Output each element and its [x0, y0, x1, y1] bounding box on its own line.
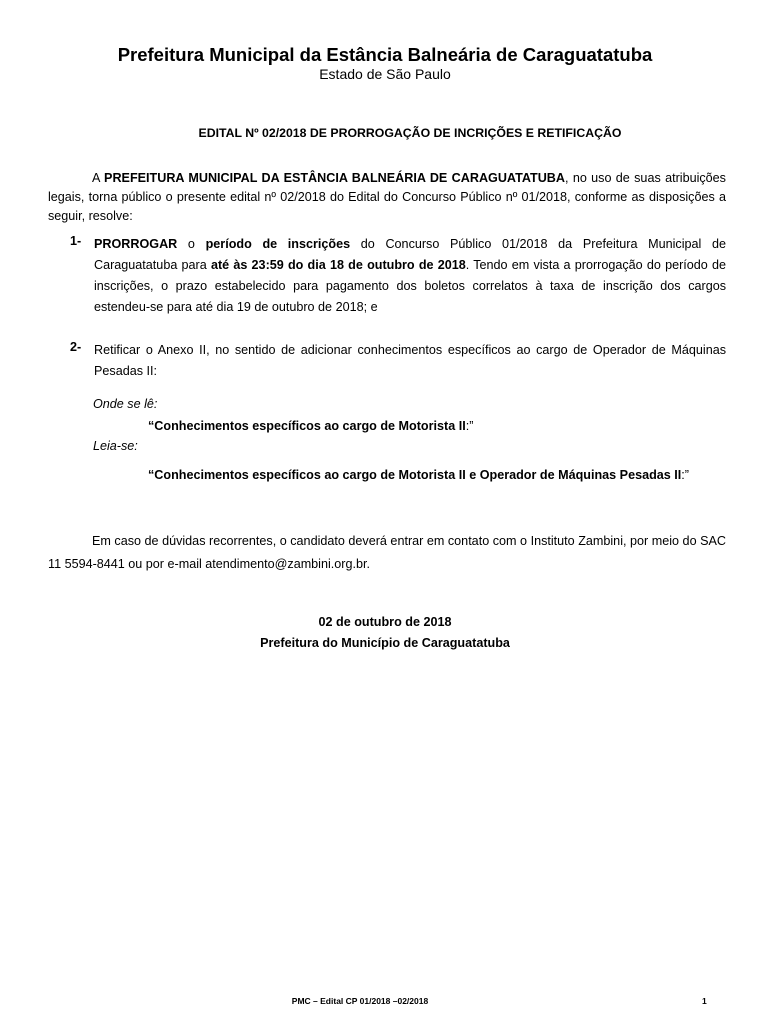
header-subtitle: Estado de São Paulo [319, 66, 451, 82]
item-1-verb: PRORROGAR [94, 237, 178, 251]
signature-office: Prefeitura do Município de Caraguatatuba [260, 636, 510, 650]
onde-quote-end: :” [465, 419, 474, 433]
intro-text: , no uso de suas atribuições legais, torna público o presente edital nº 02/2018 do Edital do Concurso Público nº 01/2018, conforme as disposições a seguir, resolve: [48, 171, 726, 223]
item-1-period: período de inscrições [205, 237, 351, 251]
item-1-number: 1- [70, 234, 82, 248]
document-heading: EDITAL Nº 02/2018 DE PRORROGAÇÃO DE INCRIÇÕES E RETIFICAÇÃO [198, 126, 622, 140]
signature-date: 02 de outubro de 2018 [318, 615, 452, 629]
onde-quote-text: “Conhecimentos específicos ao cargo de Motorista II [148, 419, 466, 433]
leia-quote-text: “Conhecimentos específicos ao cargo de Motorista II e Operador de Máquinas Pesadas II [148, 468, 682, 482]
leia-quote [148, 468, 689, 482]
item-2-number: 2- [70, 340, 82, 354]
closing-text: Em caso de dúvidas recorrentes, o candidato deverá entrar em contato com o Instituto Zambini, por meio do SAC 11 5594-8441 ou por e-mail atendimento@zambini.org.br. [48, 534, 726, 571]
item-1-text-a: o [177, 237, 206, 251]
onde-se-le-label: Onde se lê: [93, 397, 158, 411]
leia-quote-end: :” [681, 468, 689, 482]
onde-quote [148, 419, 473, 433]
item-1-body [94, 234, 726, 318]
item-1-text-c: . Tendo em vista a prorrogação do período de inscrições, o prazo estabelecido para pagamento dos boletos correlatos à taxa de inscrição dos cargos estendeu-se para até dia 19 de outubro de 2018; e [94, 258, 726, 314]
header-title: Prefeitura Municipal da Estância Balneária de Caraguatatuba [117, 44, 653, 65]
footer-reference: PMC – Edital CP 01/2018 –02/2018 [291, 996, 429, 1006]
page-number: 1 [702, 996, 707, 1006]
intro-paragraph [48, 169, 726, 226]
leia-se-label: Leia-se: [93, 439, 138, 453]
intro-prefix: A [92, 171, 105, 185]
item-2-body: Retificar o Anexo II, no sentido de adicionar conhecimentos específicos ao cargo de Operador de Máquinas Pesadas II: [94, 343, 726, 378]
item-1-deadline: até às 23:59 do dia 18 de outubro de 2018 [210, 258, 466, 272]
intro-entity: PREFEITURA MUNICIPAL DA ESTÂNCIA BALNEÁRIA DE CARAGUATATUBA [104, 171, 565, 185]
item-1-text-b: do Concurso Público 01/2018 da Prefeitura Municipal de Caraguatatuba para [94, 237, 726, 272]
closing-paragraph [48, 530, 726, 576]
